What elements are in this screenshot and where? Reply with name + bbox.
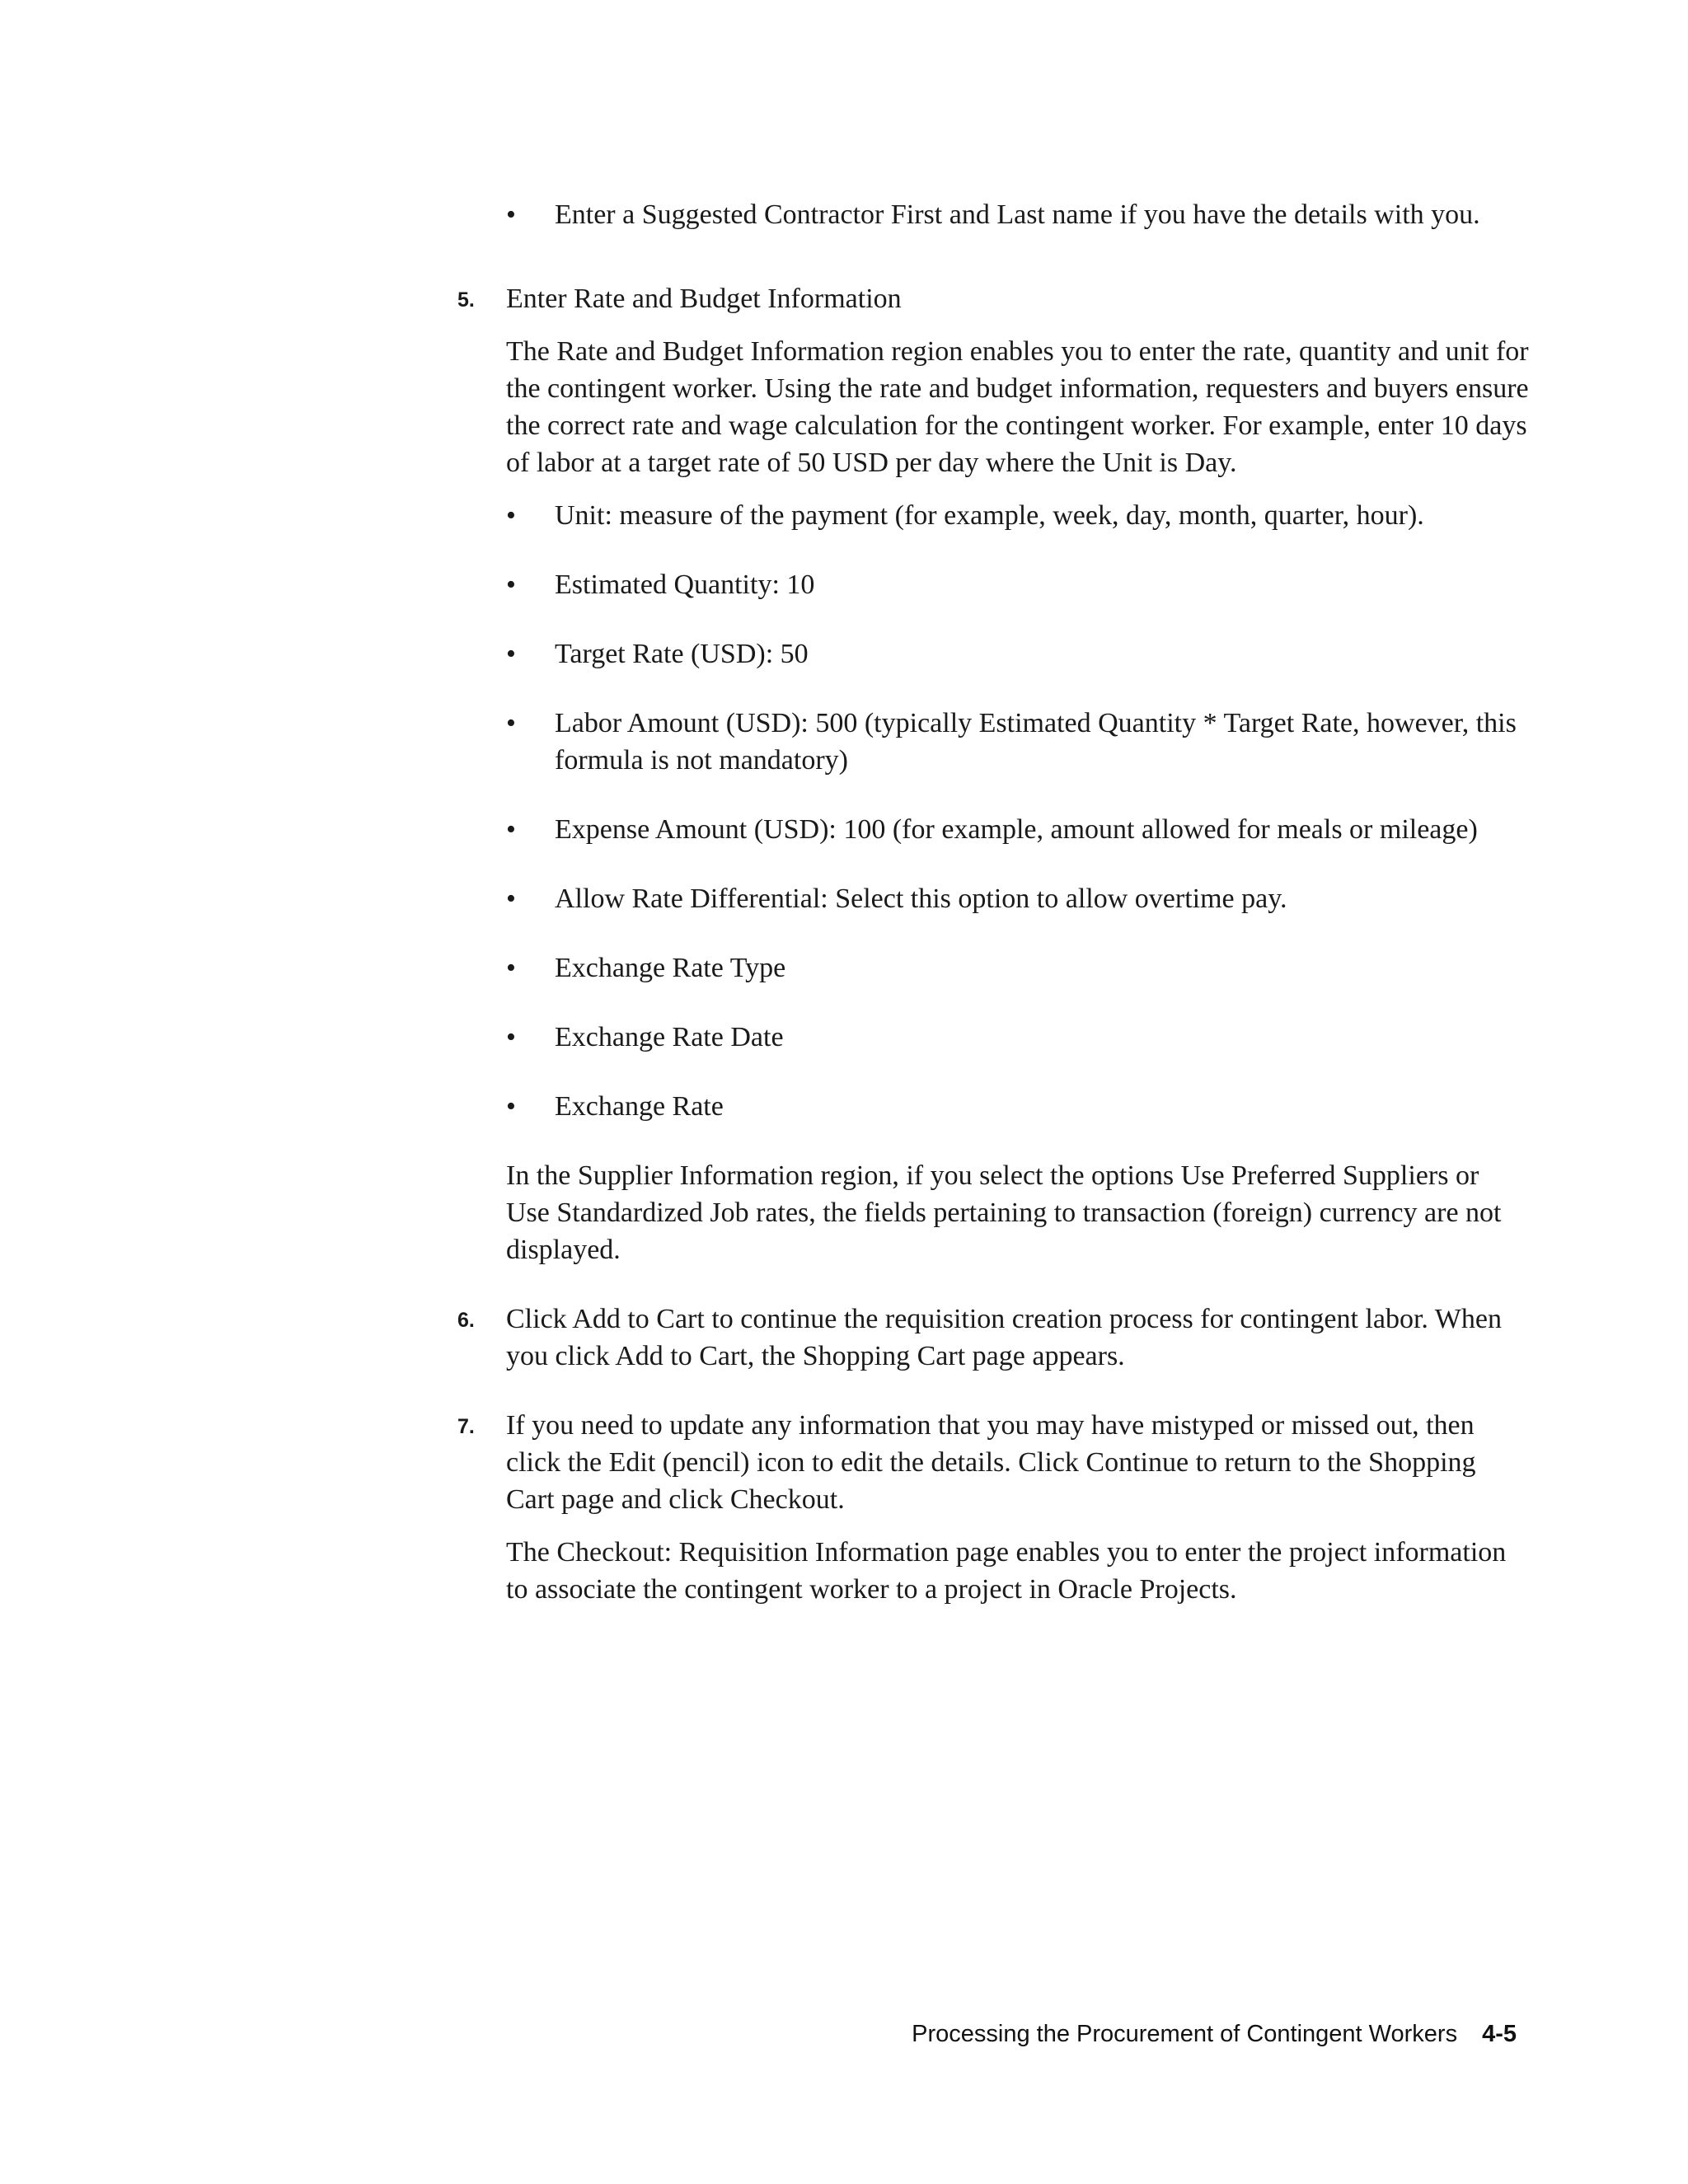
bullet-marker: • [506,500,516,531]
step-paragraph: In the Supplier Information region, if you select the options Use Preferred Suppliers or Use Standardized Job rates, the fields pertaining to transaction (foreign) currency are not displayed. [506,1160,1502,1265]
step-paragraph: The Rate and Budget Information region enables you to enter the rate, quantity and unit for the contingent worker. Using the rate and budget information, requesters and buyers ensure the correct rate and wage calculation for the contingent worker. For example, enter 10 days of labor at a target rate of 50 USD per day where the Unit is Day. [506,336,1529,478]
list-item-text: Expense Amount (USD): 100 (for example, amount allowed for meals or mileage) [555,814,1478,845]
list-item [506,566,1529,603]
list-item [506,1019,1529,1056]
step-number: 7. [457,1415,475,1438]
step-paragraph: The Checkout: Requisition Information page enables you to enter the project information to associate the contingent worker to a project in Oracle Projects. [506,1537,1507,1605]
page-number: 4-5 [1482,2021,1517,2047]
bullet-marker: • [506,199,516,230]
list-item-text: Allow Rate Differential: Select this option to allow overtime pay. [555,883,1287,914]
list-item-text: Target Rate (USD): 50 [555,639,809,669]
list-item [506,497,1529,534]
footer-title: Processing the Procurement of Contingent Workers [912,2021,1458,2047]
step-number: 5. [457,288,475,312]
step-7 [457,1407,1529,1518]
step-title: Enter Rate and Budget Information [506,284,902,314]
step-number: 6. [457,1309,475,1332]
list-item [506,811,1529,848]
list-item-text: Exchange Rate [555,1091,724,1122]
list-item-text: Exchange Rate Date [555,1022,784,1052]
step-text: If you need to update any information that you may have mistyped or missed out, then click the Edit (pencil) icon to edit the details. Click Continue to return to the Shopping Cart page and click Checkout. [506,1410,1476,1515]
list-item-text: Exchange Rate Type [555,953,786,983]
list-item-text: Labor Amount (USD): 500 (typically Estimated Quantity * Target Rate, however, this formula is not mandatory) [555,708,1517,776]
bullet-marker: • [506,708,516,738]
list-item [506,1088,1529,1125]
step-5 [457,280,1529,317]
page-footer [912,2021,1517,2048]
list-item [506,196,1529,233]
bullet-marker: • [506,639,516,669]
step-text: Click Add to Cart to continue the requisition creation process for contingent labor. When you click Add to Cart, the Shopping Cart page appears. [506,1304,1502,1371]
list-item [506,705,1529,779]
step-6 [457,1301,1529,1375]
list-item-text: Enter a Suggested Contractor First and Last name if you have the details with you. [555,199,1480,230]
bullet-marker: • [506,883,516,914]
document-body [457,196,1529,1608]
bullet-list [457,497,1529,1125]
list-item [506,880,1529,917]
list-item [506,635,1529,673]
bullet-marker: • [506,953,516,983]
bullet-marker: • [506,1022,516,1052]
list-item [506,949,1529,987]
list-item-text: Estimated Quantity: 10 [555,569,815,600]
list-item-text: Unit: measure of the payment (for example, week, day, month, quarter, hour). [555,500,1424,531]
bullet-marker: • [506,569,516,600]
bullet-marker: • [506,1091,516,1122]
bullet-marker: • [506,814,516,845]
